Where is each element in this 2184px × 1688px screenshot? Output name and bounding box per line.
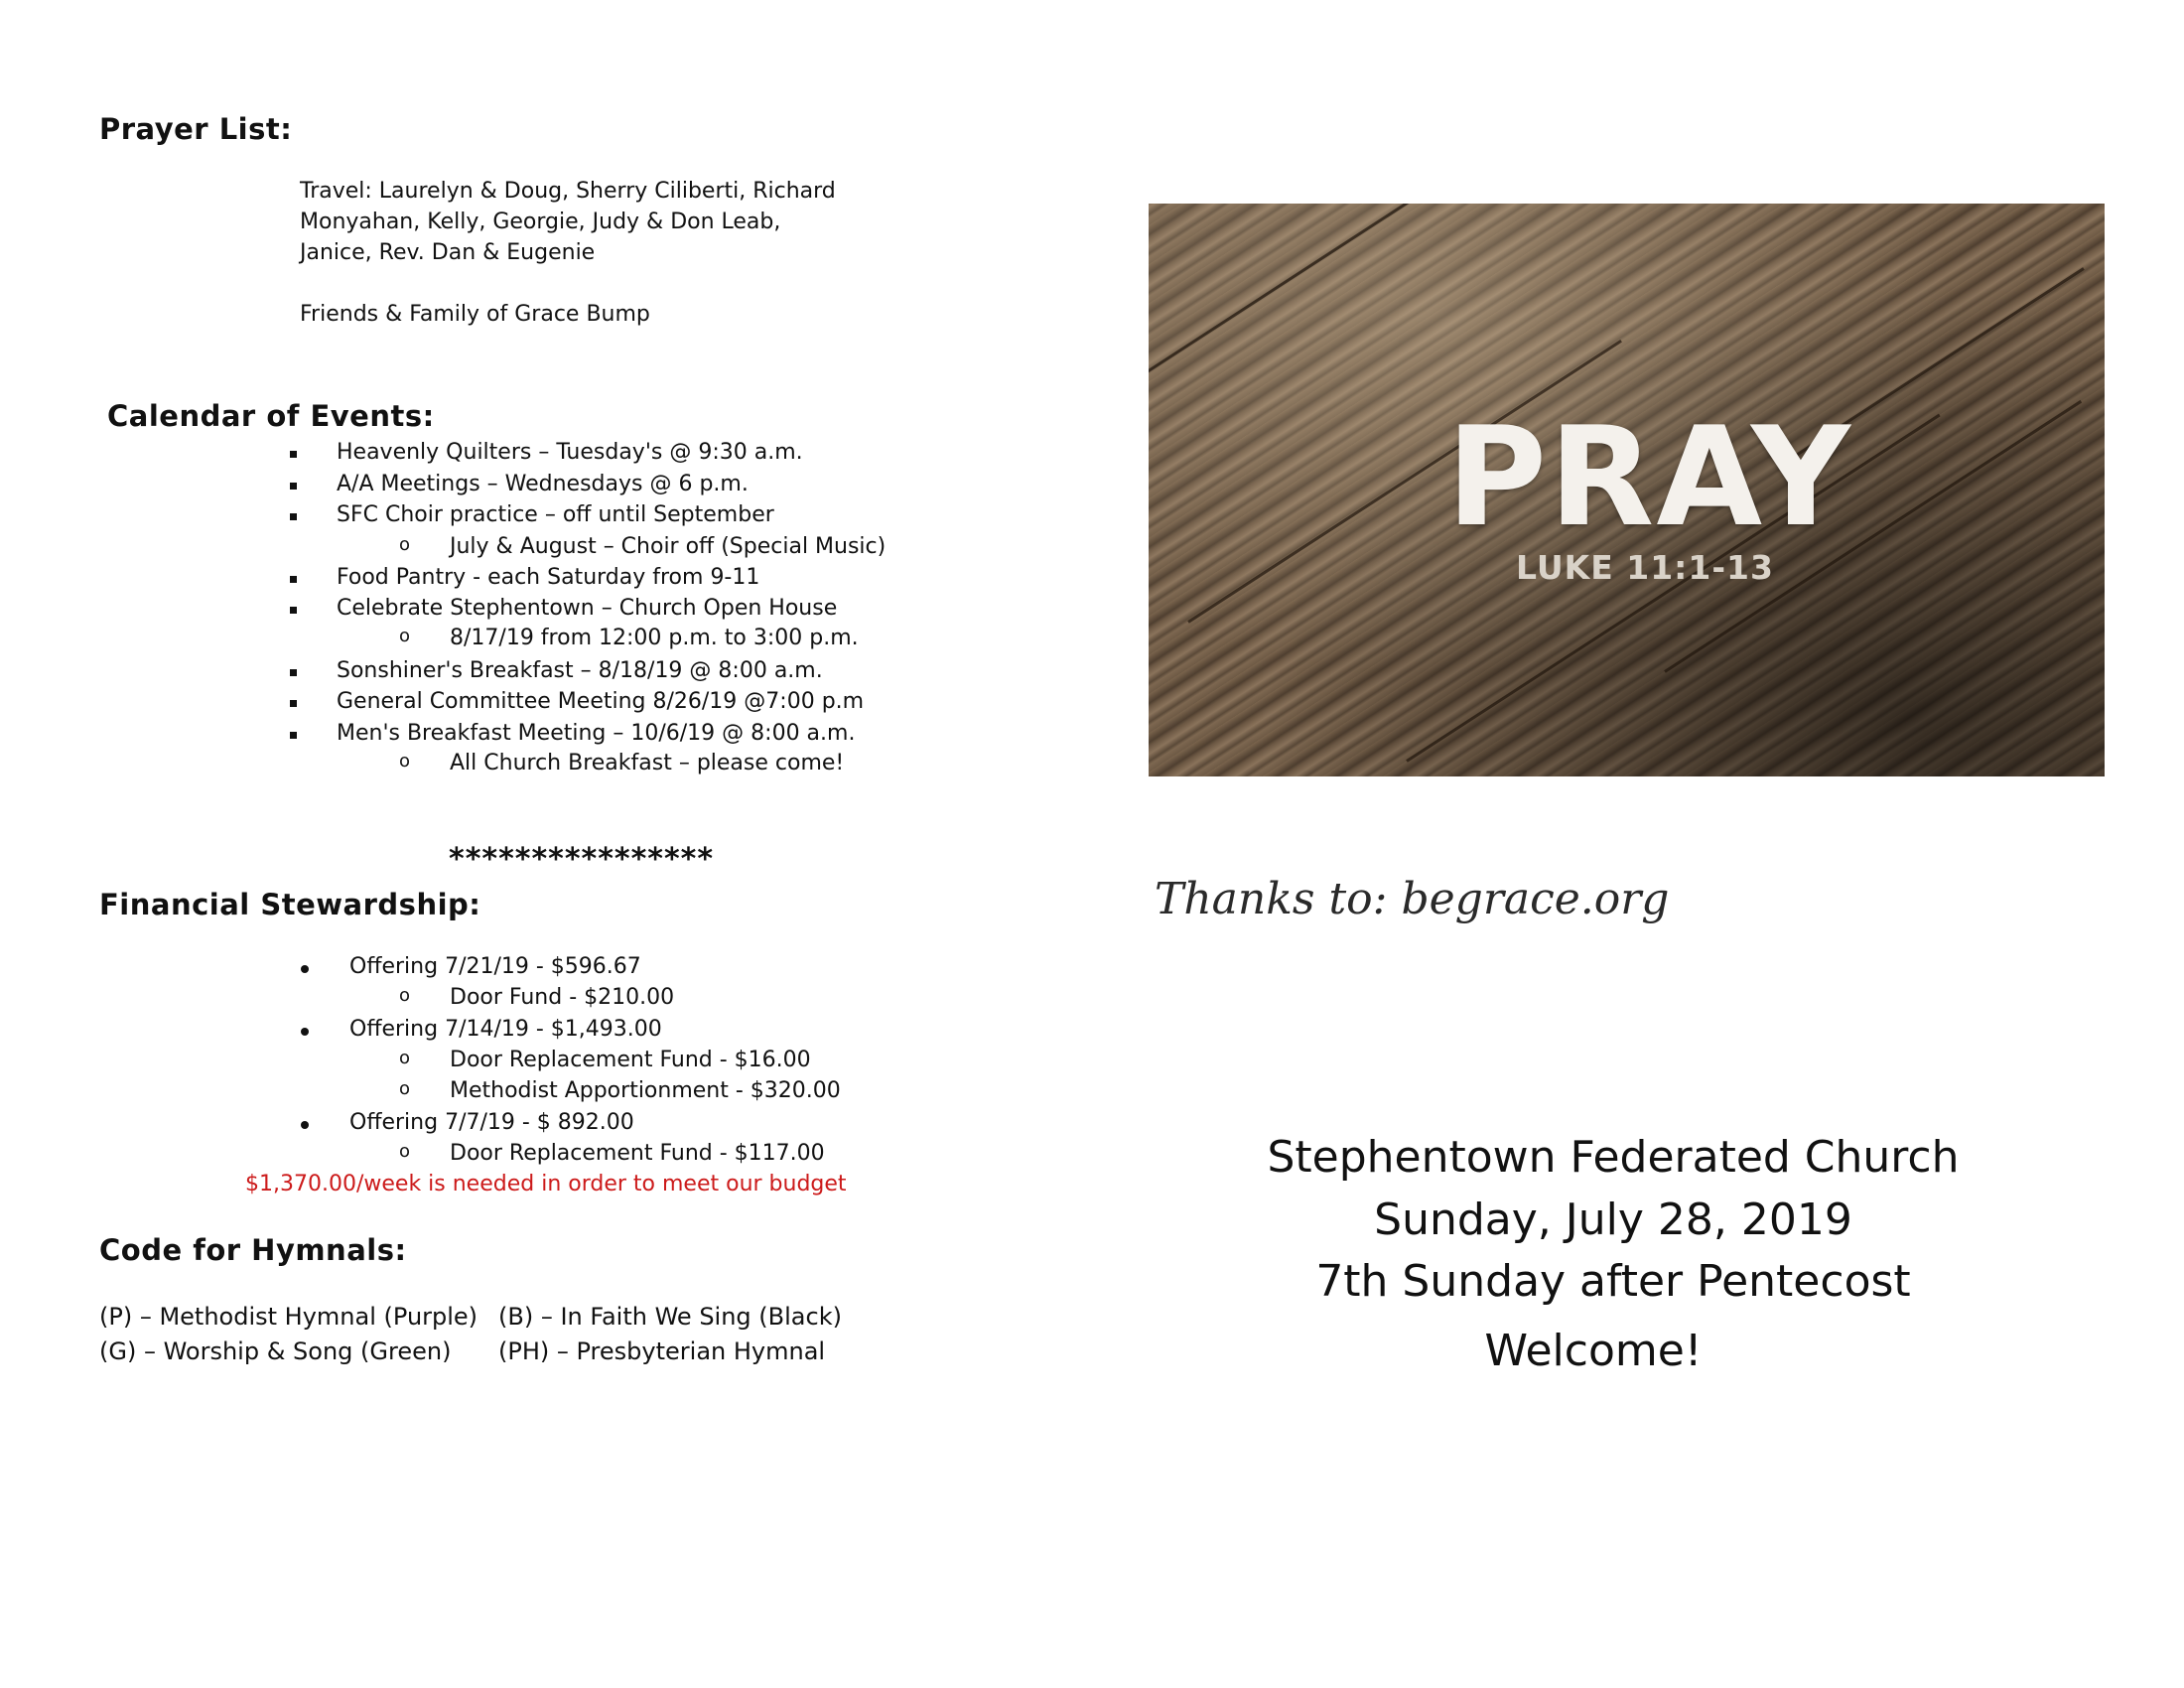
prayer-friends: Friends & Family of Grace Bump <box>300 302 650 327</box>
square-bullet-icon <box>290 451 297 458</box>
calendar-item: Heavenly Quilters – Tuesday's @ 9:30 a.m. <box>337 440 803 465</box>
circle-bullet-icon: o <box>399 985 411 1006</box>
circle-bullet-icon: o <box>399 1048 411 1068</box>
wood-crack <box>1149 204 1446 385</box>
offering-item: Offering 7/14/19 - $1,493.00 <box>349 1017 662 1042</box>
round-bullet-icon <box>301 1121 309 1129</box>
circle-bullet-icon: o <box>399 751 411 772</box>
separator-stars: **************** <box>449 842 715 877</box>
calendar-subitem: July & August – Choir off (Special Music) <box>450 534 887 559</box>
square-bullet-icon <box>290 732 297 739</box>
calendar-subitem: All Church Breakfast – please come! <box>450 751 845 775</box>
pray-word: PRAY <box>1446 397 1852 557</box>
offering-item: Offering 7/21/19 - $596.67 <box>349 954 641 979</box>
square-bullet-icon <box>290 607 297 614</box>
hymnal-code: (PH) – Presbyterian Hymnal <box>498 1337 826 1365</box>
square-bullet-icon <box>290 700 297 707</box>
round-bullet-icon <box>301 1028 309 1036</box>
round-bullet-icon <box>301 965 309 973</box>
service-date: Sunday, July 28, 2019 <box>1374 1195 1852 1245</box>
square-bullet-icon <box>290 576 297 583</box>
budget-note: $1,370.00/week is needed in order to meet our budget <box>245 1172 847 1196</box>
circle-bullet-icon: o <box>399 534 411 555</box>
calendar-heading: Calendar of Events: <box>107 399 435 433</box>
financial-heading: Financial Stewardship: <box>99 888 481 921</box>
calendar-item: SFC Choir practice – off until September <box>337 502 774 527</box>
calendar-item: Food Pantry - each Saturday from 9-11 <box>337 565 760 590</box>
circle-bullet-icon: o <box>399 1141 411 1162</box>
hymnal-code: (P) – Methodist Hymnal (Purple) <box>99 1303 478 1331</box>
circle-bullet-icon: o <box>399 1078 411 1099</box>
prayer-line: Travel: Laurelyn & Doug, Sherry Ciliberti, Richard <box>300 179 836 204</box>
hymnals-heading: Code for Hymnals: <box>99 1233 407 1267</box>
offering-item: Offering 7/7/19 - $ 892.00 <box>349 1110 634 1135</box>
fund-item: Door Replacement Fund - $117.00 <box>450 1141 825 1166</box>
calendar-item: General Committee Meeting 8/26/19 @7:00 p.m <box>337 689 865 714</box>
square-bullet-icon <box>290 669 297 676</box>
square-bullet-icon <box>290 483 297 490</box>
calendar-item: Sonshiner's Breakfast – 8/18/19 @ 8:00 a.m. <box>337 658 823 683</box>
calendar-item: Men's Breakfast Meeting – 10/6/19 @ 8:00 a.m. <box>337 721 856 746</box>
welcome-text: Welcome! <box>1484 1326 1703 1376</box>
scripture-reference: LUKE 11:1-13 <box>1516 548 1774 587</box>
hymnal-code: (G) – Worship & Song (Green) <box>99 1337 452 1365</box>
prayer-list-heading: Prayer List: <box>99 112 293 146</box>
church-name: Stephentown Federated Church <box>1267 1132 1960 1183</box>
prayer-line: Janice, Rev. Dan & Eugenie <box>300 240 596 265</box>
calendar-subitem: 8/17/19 from 12:00 p.m. to 3:00 p.m. <box>450 626 859 650</box>
prayer-line: Monyahan, Kelly, Georgie, Judy & Don Leab, <box>300 210 781 234</box>
calendar-item: A/A Meetings – Wednesdays @ 6 p.m. <box>337 472 749 496</box>
square-bullet-icon <box>290 513 297 520</box>
calendar-item: Celebrate Stephentown – Church Open House <box>337 596 838 621</box>
image-credit: Thanks to: begrace.org <box>1155 874 1670 924</box>
circle-bullet-icon: o <box>399 626 411 646</box>
fund-item: Door Replacement Fund - $16.00 <box>450 1048 811 1072</box>
fund-item: Methodist Apportionment - $320.00 <box>450 1078 841 1103</box>
pray-wood-image <box>1149 204 2105 776</box>
fund-item: Door Fund - $210.00 <box>450 985 675 1010</box>
liturgical-occasion: 7th Sunday after Pentecost <box>1315 1256 1911 1307</box>
hymnal-code: (B) – In Faith We Sing (Black) <box>498 1303 842 1331</box>
